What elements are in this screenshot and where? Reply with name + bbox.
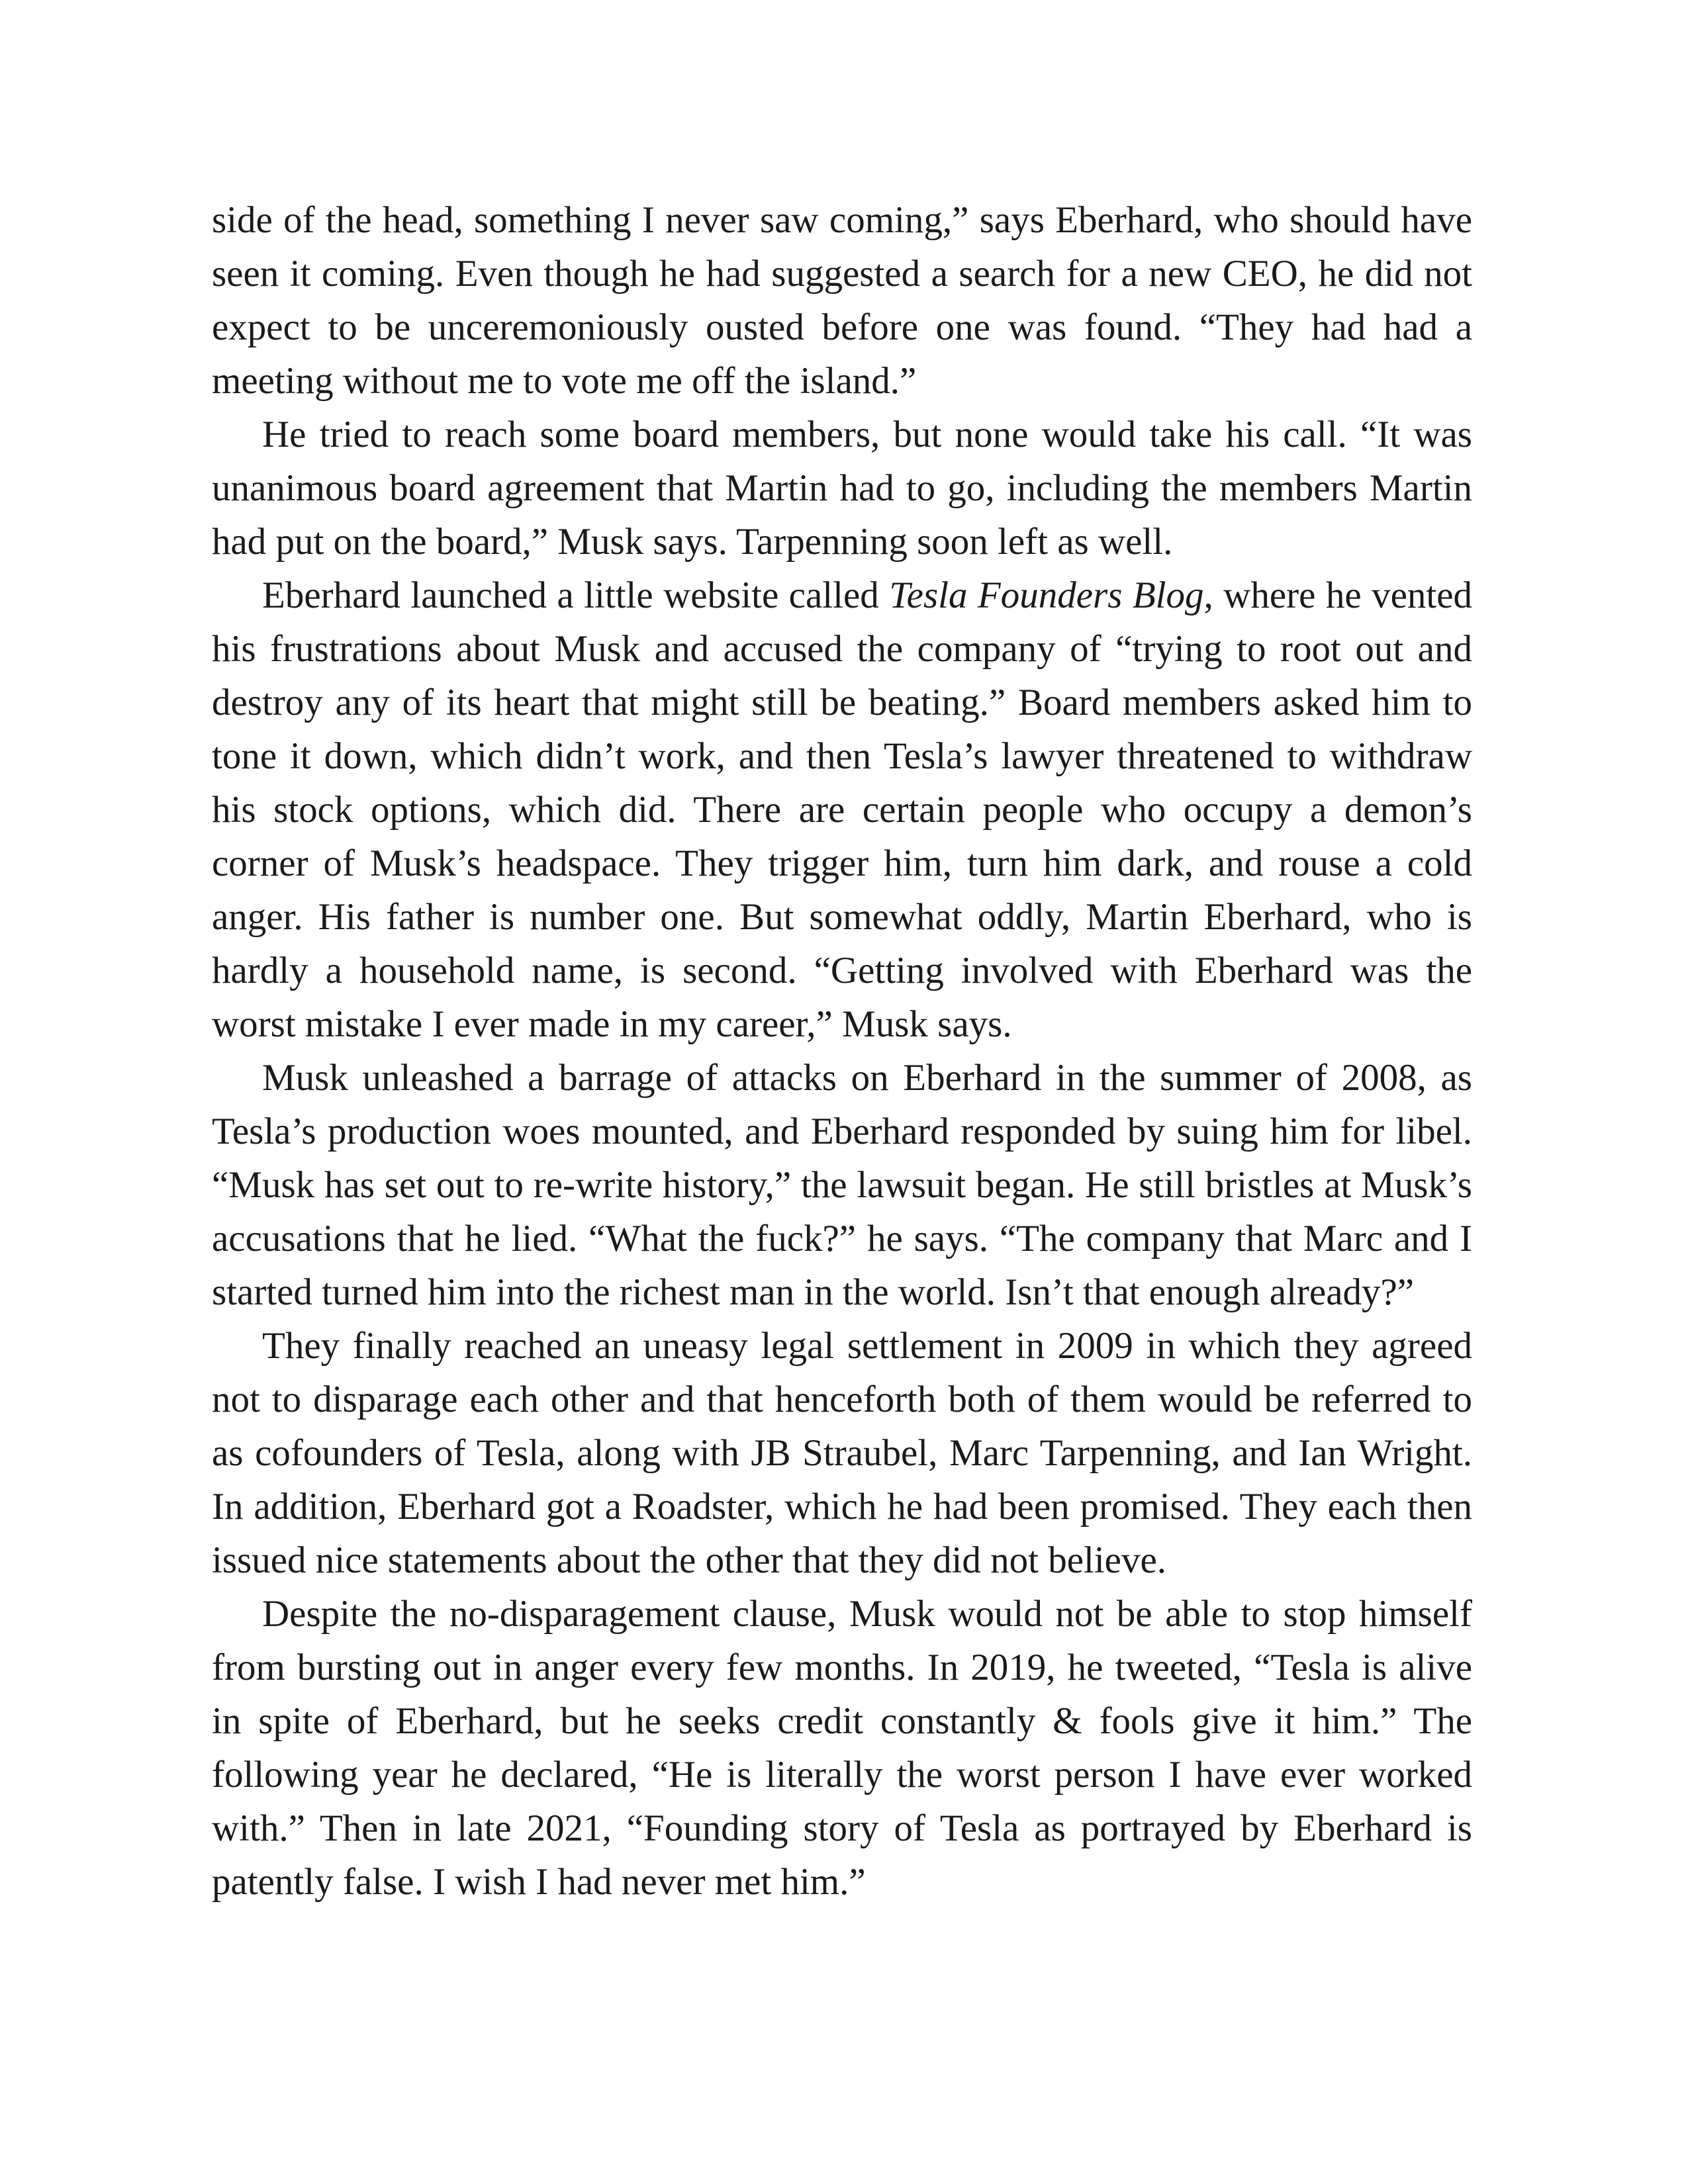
paragraph-5: They finally reached an uneasy legal settlement in 2009 in which they agreed not to disparage each other and that henceforth both of them would be referred to as cofounders of Tesla, along with JB Straubel, Marc Tarpenning, and Ian Wright. In addition, Eberhard got a Roadster, which he had been promised. They each then issued nice statements about the other that they did not believe. [212, 1325, 1472, 1581]
blog-title: Tesla Founders Blog [889, 574, 1204, 616]
paragraph-1: side of the head, something I never saw coming,” says Eberhard, who should have seen it coming. Even though he had suggested a search for a new CEO, he did not expect to be unceremoniously ousted before one was found. “They had had a meeting without me to vote me off the island.” [212, 199, 1472, 402]
paragraph-2: He tried to reach some board members, but none would take his call. “It was unanimous board agreement that Martin had to go, including the members Martin had put on the board,” Musk says. Tarpenning soon left as well. [212, 414, 1472, 563]
paragraph-3 [212, 569, 1472, 1051]
paragraph-3-rest: , where he vented his frustrations about Musk and accused the company of “trying to root out and destroy any of its heart that might still be beating.” Board members asked him to tone it down, which didn’t work, and then Tesla’s lawyer threatened to withdraw his stock options, which did. There are certain people who occupy a demon’s corner of Musk’s headspace. They trigger him, turn him dark, and rouse a cold anger. His father is number one. But somewhat oddly, Martin Eberhard, who is hardly a household name, is second. “Getting involved with Eberhard was the worst mistake I ever made in my career,” Musk says. [212, 574, 1473, 1045]
paragraph-3-lead: Eberhard launched a little website called [262, 574, 890, 616]
book-page [212, 193, 1472, 1909]
paragraph-6: Despite the no-disparagement clause, Musk would not be able to stop himself from bursting out in anger every few months. In 2019, he tweeted, “Tesla is alive in spite of Eberhard, but he seeks credit constantly & fools give it him.” The following year he declared, “He is literally the worst person I have ever worked with.” Then in late 2021, “Founding story of Tesla as portrayed by Eberhard is patently false. I wish I had never met him.” [212, 1593, 1472, 1903]
paragraph-4: Musk unleashed a barrage of attacks on Eberhard in the summer of 2008, as Tesla’s production woes mounted, and Eberhard responded by suing him for libel. “Musk has set out to re-write history,” the lawsuit began. He still bristles at Musk’s accusations that he lied. “What the fuck?” he says. “The company that Marc and I started turned him into the richest man in the world. Isn’t that enough already?” [212, 1057, 1472, 1313]
